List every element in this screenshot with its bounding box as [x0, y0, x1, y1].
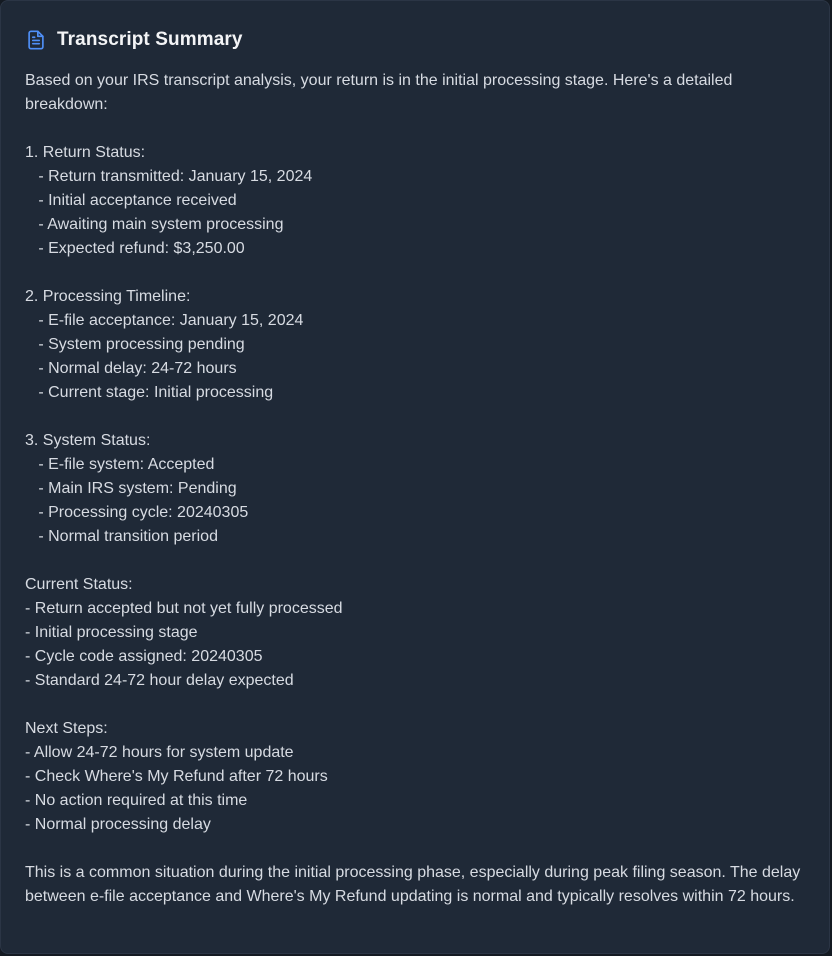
section-current-status [25, 573, 815, 693]
list-item: - Current stage: Initial processing [25, 384, 274, 401]
conclusion-paragraph: This is a common situation during the initial processing phase, especially during peak filing season. The delay between e-file acceptance and Where's My Refund updating is normal and typically resolves within 72 hours. [25, 864, 801, 905]
card-header [25, 27, 243, 53]
list-item: - E-file system: Accepted [25, 456, 215, 473]
spacer [25, 837, 815, 861]
list-item: - No action required at this time [25, 792, 248, 809]
list-item: - Normal delay: 24-72 hours [25, 360, 237, 377]
section-heading: 3. System Status: [25, 432, 151, 449]
spacer [25, 405, 815, 429]
spacer [25, 549, 815, 573]
card-title: Transcript Summary [57, 29, 243, 50]
section-next-steps [25, 717, 815, 837]
list-item: - Cycle code assigned: 20240305 [25, 648, 263, 665]
list-item: - Initial processing stage [25, 624, 198, 641]
list-item: - Normal processing delay [25, 816, 211, 833]
section-return-status [25, 141, 815, 261]
list-item: - Processing cycle: 20240305 [25, 504, 249, 521]
list-item: - Standard 24-72 hour delay expected [25, 672, 294, 689]
list-item: - Normal transition period [25, 528, 218, 545]
section-heading: Current Status: [25, 576, 133, 593]
list-item: - Awaiting main system processing [25, 216, 284, 233]
spacer [25, 117, 815, 141]
intro-paragraph: Based on your IRS transcript analysis, your return is in the initial processing stage. Here's a detailed breakdown: [25, 72, 733, 113]
list-item: - Expected refund: $3,250.00 [25, 240, 245, 257]
spacer [25, 261, 815, 285]
section-heading: Next Steps: [25, 720, 108, 737]
summary-content [25, 69, 815, 909]
list-item: - Return transmitted: January 15, 2024 [25, 168, 313, 185]
list-item: - Return accepted but not yet fully processed [25, 600, 343, 617]
list-item: - System processing pending [25, 336, 245, 353]
section-system-status [25, 429, 815, 549]
list-item: - Allow 24-72 hours for system update [25, 744, 294, 761]
spacer [25, 693, 815, 717]
list-item: - Initial acceptance received [25, 192, 237, 209]
section-processing-timeline [25, 285, 815, 405]
list-item: - Main IRS system: Pending [25, 480, 237, 497]
list-item: - E-file acceptance: January 15, 2024 [25, 312, 304, 329]
section-heading: 2. Processing Timeline: [25, 288, 191, 305]
list-item: - Check Where's My Refund after 72 hours [25, 768, 328, 785]
section-heading: 1. Return Status: [25, 144, 146, 161]
document-icon [25, 29, 47, 51]
